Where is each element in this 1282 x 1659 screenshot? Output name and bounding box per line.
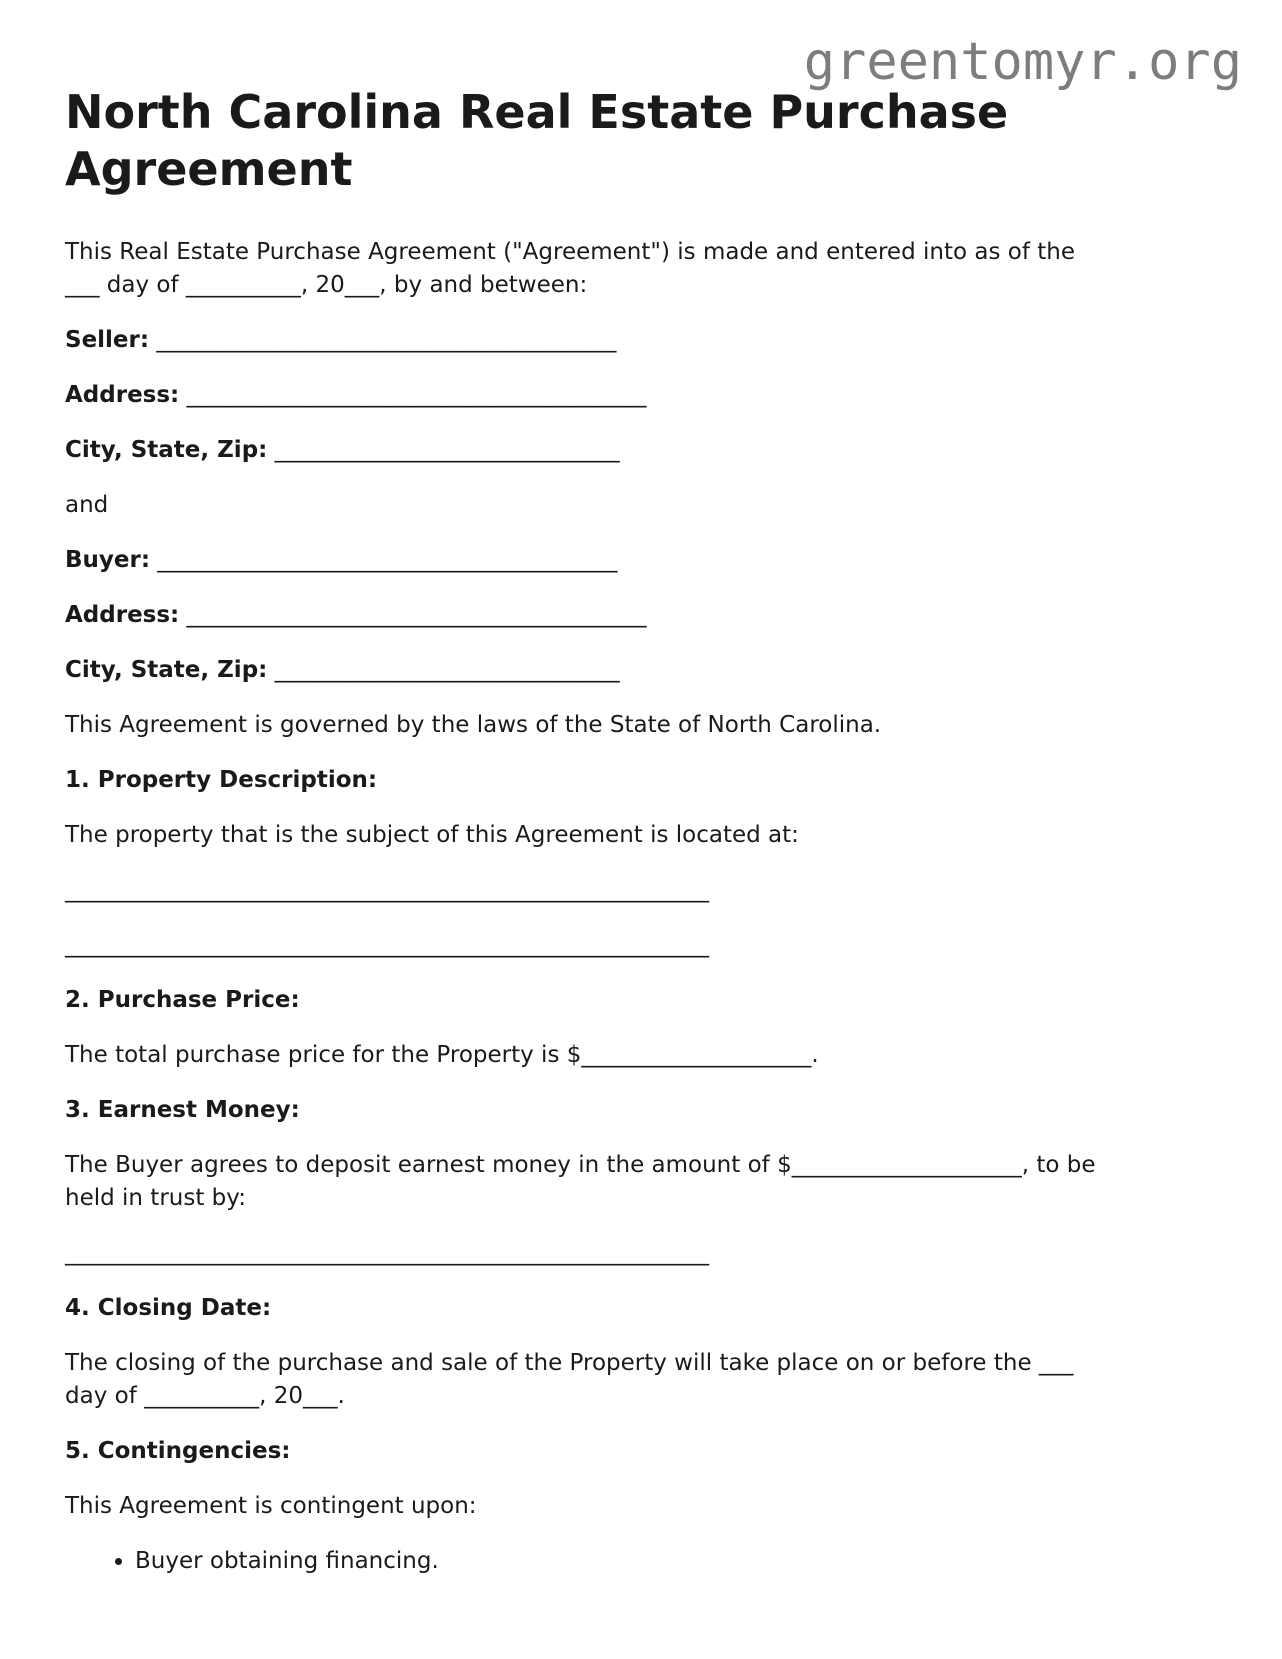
earnest-money-line-1 [65,1152,1095,1178]
buyer-label: Buyer: [65,547,151,573]
contingencies-list [65,1545,1217,1578]
seller-address-blank-line: ________________________________________ [179,382,647,408]
parties-conjunction: and [65,492,109,518]
property-blank-line-1: ________________________________________________________ [65,877,709,903]
seller-city-state-zip-blank-line: ______________________________ [267,437,620,463]
closing-date-line-1: The closing of the purchase and sale of the Property will take place on or before the ___ [65,1350,1074,1376]
seller-address-field [65,379,1217,412]
seller-city-state-zip-label: City, State, Zip: [65,437,268,463]
section-heading-closing-date: 4. Closing Date: [65,1295,272,1321]
seller-address-label: Address: [65,382,180,408]
buyer-address-blank-line: ________________________________________ [179,602,647,628]
earnest-money-line-2: held in trust by: [65,1185,246,1211]
seller-blank-line: ________________________________________ [149,327,617,353]
buyer-city-state-zip-blank-line: ______________________________ [267,657,620,683]
intro-line-2: ___ day of __________, 20___, by and between: [65,272,588,298]
earnest-money-blank: ____________________ [791,1152,1022,1178]
intro-line-1: This Real Estate Purchase Agreement ("Agreement") is made and entered into as of the [65,239,1075,265]
buyer-address-label: Address: [65,602,180,628]
governing-law-text: This Agreement is governed by the laws of the State of North Carolina. [65,712,882,738]
section-heading-contingencies: 5. Contingencies: [65,1438,291,1464]
property-description-text: The property that is the subject of this Agreement is located at: [65,822,799,848]
seller-label: Seller: [65,327,150,353]
document-title: North Carolina Real Estate Purchase Agreement [65,85,1009,196]
earnest-money-prefix: The Buyer agrees to deposit earnest money in the amount of $ [65,1152,792,1178]
earnest-money-suffix: , to be [1021,1152,1096,1178]
seller-city-state-zip-field [65,434,1217,467]
earnest-money-text [65,1149,1217,1215]
closing-date-text [65,1347,1217,1413]
intro-paragraph [65,236,1217,302]
section-heading-property-description: 1. Property Description: [65,767,378,793]
property-blank-line-2: ________________________________________________________ [65,932,709,958]
contingencies-text: This Agreement is contingent upon: [65,1493,477,1519]
buyer-field [65,544,1217,577]
buyer-address-field [65,599,1217,632]
trust-blank-line: ________________________________________________________ [65,1240,709,1266]
buyer-blank-line: ________________________________________ [150,547,618,573]
buyer-city-state-zip-field [65,654,1217,687]
site-watermark: greentomyr.org [803,32,1242,92]
purchase-price-blank: ____________________ [581,1042,812,1068]
purchase-price-prefix: The total purchase price for the Property is $ [65,1042,582,1068]
section-heading-earnest-money: 3. Earnest Money: [65,1097,300,1123]
seller-field [65,324,1217,357]
contingency-item-financing: • Buyer obtaining financing. [135,1545,1217,1578]
section-heading-purchase-price: 2. Purchase Price: [65,987,300,1013]
purchase-price-suffix: . [811,1042,819,1068]
closing-date-line-2: day of __________, 20___. [65,1383,345,1409]
purchase-price-text [65,1039,1217,1072]
buyer-city-state-zip-label: City, State, Zip: [65,657,268,683]
